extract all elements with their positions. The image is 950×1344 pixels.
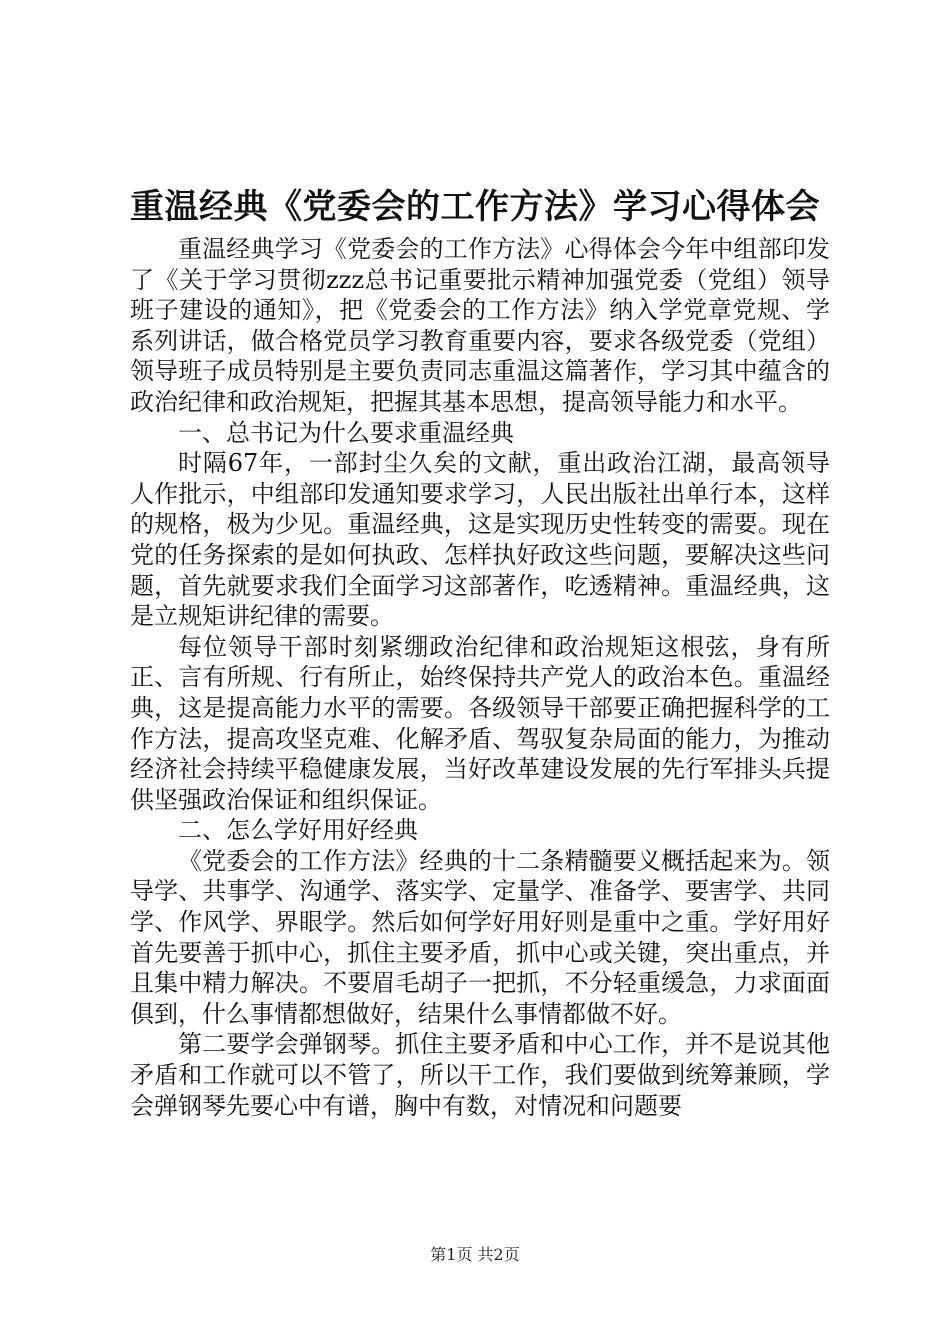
paragraph-section-2-a: 《党委会的工作方法》经典的十二条精髓要义概括起来为。领导学、共事学、沟通学、落实学、定量学、准备学、要害学、共同学、作风学、界眼学。然后如何学好用好则是重中之重。学好用好首先要善于抓中心，抓住主要矛盾，抓中心或关键，突出重点，并且集中精力解决。不要眉毛胡子一把抓，不分轻重缓急，力求面面俱到，什么事情都想做好，结果什么事情都做不好。	[130, 846, 830, 1028]
page-number-footer: 第1页 共2页	[430, 1245, 520, 1264]
paragraph-section-2-b: 第二要学会弹钢琴。抓住主要矛盾和中心工作，并不是说其他矛盾和工作就可以不管了，所以干工作，我们要做到统筹兼顾，学会弹钢琴先要心中有谱，胸中有数，对情况和问题要	[130, 1030, 830, 1120]
paragraph-section-1-b: 每位领导干部时刻紧绷政治纪律和政治规矩这根弦，身有所正、言有所规、行有所止，始终保持共产党人的政治本色。重温经典，这是提高能力水平的需要。各级领导干部要正确把握科学的工作方法，提高攻坚克难、化解矛盾、驾驭复杂局面的能力，为推动经济社会持续平稳健康发展，当好改革建设发展的先行军排头兵提供坚强政治保证和组织保证。	[130, 632, 830, 814]
paragraph-intro: 重温经典学习《党委会的工作方法》心得体会今年中组部印发了《关于学习贯彻zzz总书记重要批示精神加强党委（党组）领导班子建设的通知》，把《党委会的工作方法》纳入学党章党规、学系列讲话，做合格党员学习教育重要内容，要求各级党委（党组）领导班子成员特别是主要负责同志重温这篇著作，学习其中蕴含的政治纪律和政治规矩，把握其基本思想，提高领导能力和水平。	[130, 235, 830, 416]
section-heading-1: 一、总书记为什么要求重温经典	[178, 418, 514, 447]
section-heading-2: 二、怎么学好用好经典	[178, 816, 418, 845]
paragraph-section-1-a: 时隔67年，一部封尘久矣的文献，重出政治江湖，最高领导人作批示，中组部印发通知要求学习，人民出版社出单行本，这样的规格，极为少见。重温经典，这是实现历史性转变的需要。现在党的任务探索的是如何执政、怎样执好政这些问题，要解决这些问题，首先就要求我们全面学习这部著作，吃透精神。重温经典，这是立规矩讲纪律的需要。	[130, 449, 830, 631]
document-body	[130, 234, 830, 1121]
document-title: 重温经典《党委会的工作方法》学习心得体会	[130, 187, 820, 227]
